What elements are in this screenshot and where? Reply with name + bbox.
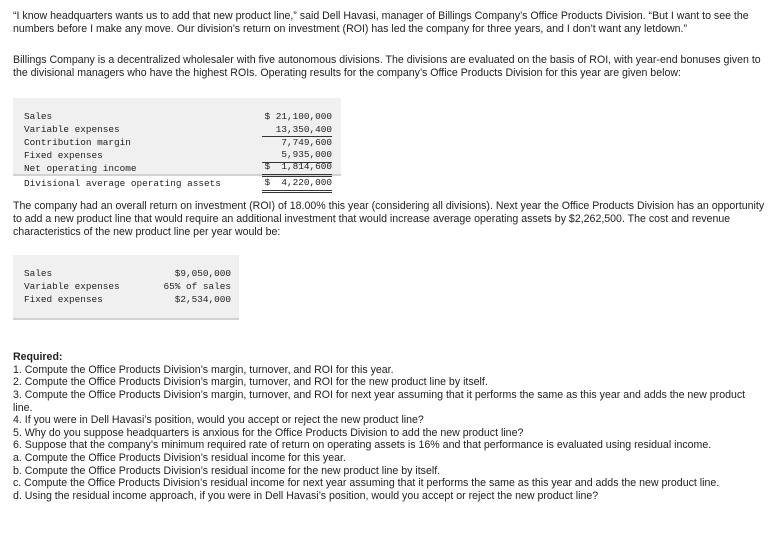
list-item: 3. Compute the Office Products Division’s margin, turnover, and ROI for next year assuming that it performs the same as this year and adds the new product line. xyxy=(13,388,746,414)
row-value: 7,749,600 xyxy=(281,137,332,149)
list-item: d. Using the residual income approach, if you were in Dell Havasi’s position, would you accept or reject the new product line? xyxy=(13,489,599,502)
table-row xyxy=(24,281,239,294)
row-label: Contribution margin xyxy=(24,137,131,149)
row-value: $ 4,220,000 xyxy=(262,177,332,193)
row-label: Sales xyxy=(24,268,53,280)
list-item: 2. Compute the Office Products Division’s margin, turnover, and ROI for the new product line by itself. xyxy=(13,376,488,389)
intro-description: Billings Company is a decentralized wholesaler with five autonomous divisions. The divisions are evaluated on the basis of ROI, with year-end bonuses given to the divisional managers who have the highest ROIs. Operating results for the company’s Office Products Division for this year are given below: xyxy=(13,54,761,79)
list-item: 6. Suppose that the company’s minimum required rate of return on operating assets is 16% and that performance is evaluated using residual income. xyxy=(13,439,712,452)
required-heading: Required: xyxy=(13,351,63,364)
row-value: 13,350,400 xyxy=(262,124,332,138)
table-row xyxy=(24,178,341,191)
row-value: $9,050,000 xyxy=(174,268,231,280)
row-label: Sales xyxy=(24,111,53,123)
row-value: $ 1,814,600 xyxy=(262,161,332,177)
table-row xyxy=(24,163,341,176)
row-value: $2,534,000 xyxy=(174,293,231,305)
list-item: 5. Why do you suppose headquarters is anxious for the Office Products Division to add the new product line? xyxy=(13,426,524,439)
table-row xyxy=(24,111,341,124)
row-value: 65% of sales xyxy=(163,281,231,293)
table-row xyxy=(24,137,341,150)
list-item: 4. If you were in Dell Havasi’s position, would you accept or reject the new product line? xyxy=(13,414,424,427)
row-value: $ 21,100,000 xyxy=(264,111,332,123)
row-value: 5,935,000 xyxy=(262,149,332,163)
new-product-table xyxy=(13,255,239,320)
list-item: c. Compute the Office Products Division’s residual income for next year assuming that it performs the same as this year and adds the new product line. xyxy=(13,477,720,490)
row-label: Variable expenses xyxy=(24,281,120,293)
document-page xyxy=(13,10,765,502)
row-label: Fixed expenses xyxy=(24,149,103,161)
row-label: Fixed expenses xyxy=(24,293,103,305)
new-product-description: The company had an overall return on investment (ROI) of 18.00% this year (considering all divisions). Next year the Office Products Division has an opportunity to add a new product line that would require an additional investment that would increase average operating assets by $2,262,500. The cost and revenue characteristics of the new product line per year would be: xyxy=(13,200,765,238)
table-row xyxy=(24,294,239,307)
row-label: Net operating income xyxy=(24,162,137,174)
table-row xyxy=(24,124,341,137)
row-label: Variable expenses xyxy=(24,124,120,136)
list-item: a. Compute the Office Products Division’s residual income for this year. xyxy=(13,451,346,464)
intro-quote: “I know headquarters wants us to add that new product line,” said Dell Havasi, manager of Billings Company’s Office Products Division. “But I want to see the numbers before I make any move. Our division’s return on investment (ROI) has led the company for three years, and I don’t want any letdown.” xyxy=(13,10,749,35)
list-item: b. Compute the Office Products Division’s residual income for the new product line by itself. xyxy=(13,464,441,477)
table-row xyxy=(24,268,239,281)
list-item: 1. Compute the Office Products Division’s margin, turnover, and ROI for this year. xyxy=(13,363,394,376)
required-section xyxy=(13,351,765,502)
operating-results-table xyxy=(13,98,341,190)
row-label: Divisional average operating assets xyxy=(24,178,221,190)
